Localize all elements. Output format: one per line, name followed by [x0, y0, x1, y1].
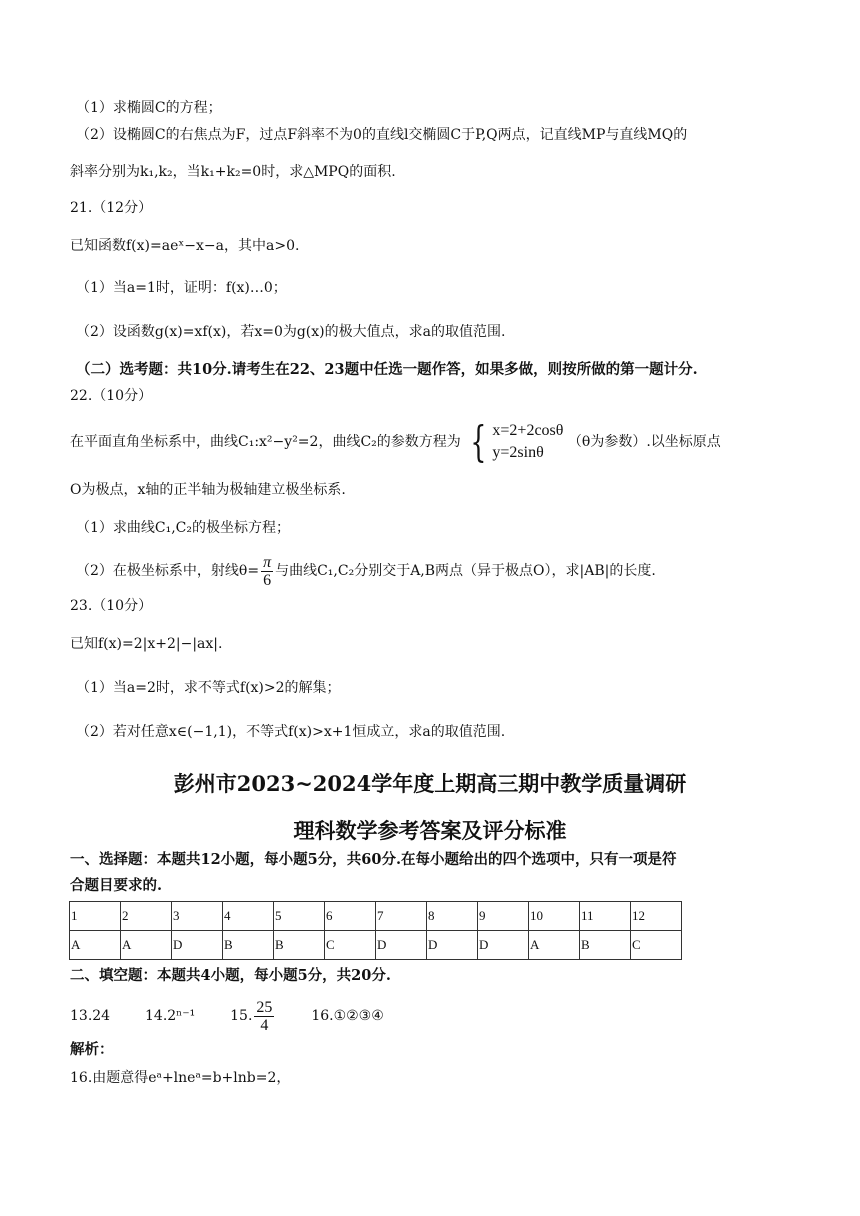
- q23-heading: 23.（10分）: [70, 598, 153, 614]
- fraction-numerator: π: [263, 553, 272, 571]
- table-row-answers: [70, 931, 682, 960]
- table-cell: 12: [631, 902, 682, 931]
- q23-part2: （2）若对任意x∈(−1,1)，不等式f(x)>x+1恒成立，求a的取值范围.: [76, 724, 506, 740]
- param-eq-x: x=2+2cosθ: [492, 422, 564, 439]
- table-cell: B: [274, 931, 325, 960]
- table-cell: C: [631, 931, 682, 960]
- answer-table: [69, 901, 682, 960]
- fraction-numerator: 25: [256, 998, 273, 1016]
- q21-heading: 21.（12分）: [70, 200, 153, 216]
- table-cell: D: [172, 931, 223, 960]
- table-cell: D: [478, 931, 529, 960]
- fill-answer-13: 13.24: [70, 1008, 111, 1024]
- q20-part1: （1）求椭圆C的方程；: [76, 100, 222, 116]
- fill-answer-15-fraction: [254, 999, 274, 1034]
- q22-stem: [70, 417, 721, 466]
- table-cell: 1: [70, 902, 121, 931]
- q22-stem-text-tail: （θ为参数）.以坐标原点: [567, 434, 721, 450]
- table-cell: A: [529, 931, 580, 960]
- q23-stem: 已知f(x)=2|x+2|−|ax|.: [70, 636, 223, 652]
- answer-key-title: 彭州市2023~2024学年度上期高三期中教学质量调研: [173, 771, 687, 796]
- analysis-16: 16.由题意得eᵃ+lneᵃ=b+lnb=2，: [70, 1070, 291, 1086]
- section-elective-heading: （二）选考题：共10分.请考生在22、23题中任选一题作答，如果多做，则按所做的第一题计分.: [76, 361, 698, 378]
- table-cell: 9: [478, 902, 529, 931]
- section-choice-heading: 一、选择题：本题共12小题，每小题5分，共60分.在每小题给出的四个选项中，只有一项是符: [70, 851, 677, 868]
- section-fill-heading: 二、填空题：本题共4小题，每小题5分，共20分.: [70, 967, 391, 984]
- q22-heading: 22.（10分）: [70, 388, 153, 404]
- table-cell: A: [70, 931, 121, 960]
- fill-answer-16: 16.①②③④: [311, 1008, 384, 1024]
- q22-part2-tail: 与曲线C₁,C₂分别交于A,B两点（异于极点O），求|AB|的长度.: [275, 563, 656, 579]
- q22-stem-line2: O为极点，x轴的正半轴为极轴建立极坐标系.: [70, 482, 346, 498]
- fill-answer-15-label: 15.: [230, 1008, 253, 1024]
- table-cell: 8: [427, 902, 478, 931]
- pi-over-6-fraction: [261, 554, 273, 589]
- q20-part2-line1: （2）设椭圆C的右焦点为F，过点F斜率不为0的直线l交椭圆C于P,Q两点，记直线MP与直线MQ的: [76, 127, 688, 143]
- table-cell: 10: [529, 902, 580, 931]
- q22-part2-text: （2）在极坐标系中，射线θ=: [76, 563, 260, 579]
- table-cell: 4: [223, 902, 274, 931]
- fraction-denominator: 4: [260, 1016, 269, 1034]
- q21-part2: （2）设函数g(x)=xf(x)，若x=0为g(x)的极大值点，求a的取值范围.: [76, 324, 506, 340]
- fraction-denominator: 6: [263, 571, 272, 589]
- section-choice-heading-cont: 合题目要求的.: [70, 877, 163, 894]
- table-cell: C: [325, 931, 376, 960]
- table-cell: D: [376, 931, 427, 960]
- q22-stem-text: 在平面直角坐标系中，曲线C₁:x²−y²=2，曲线C₂的参数方程为: [70, 434, 461, 450]
- fill-answer-14: 14.2ⁿ⁻¹: [145, 1008, 196, 1024]
- q21-part1: （1）当a=1时，证明：f(x)…0；: [76, 280, 287, 296]
- q21-stem: 已知函数f(x)=aeˣ−x−a，其中a>0.: [70, 238, 300, 254]
- table-cell: 5: [274, 902, 325, 931]
- table-cell: B: [580, 931, 631, 960]
- answer-key-subtitle: 理科数学参考答案及评分标准: [293, 818, 567, 843]
- fill-answers: [70, 996, 384, 1036]
- table-cell: A: [121, 931, 172, 960]
- table-cell: 7: [376, 902, 427, 931]
- analysis-label: 解析：: [70, 1041, 114, 1058]
- table-cell: 3: [172, 902, 223, 931]
- q22-part2: [76, 553, 656, 589]
- table-cell: 2: [121, 902, 172, 931]
- table-cell: 11: [580, 902, 631, 931]
- table-cell: D: [427, 931, 478, 960]
- system-brace: {: [470, 417, 487, 466]
- q22-part1: （1）求曲线C₁,C₂的极坐标方程；: [76, 520, 291, 536]
- param-eq-y: y=2sinθ: [492, 444, 544, 461]
- table-row-numbers: [70, 902, 682, 931]
- q23-part1: （1）当a=2时，求不等式f(x)>2的解集；: [76, 680, 341, 696]
- table-cell: 6: [325, 902, 376, 931]
- parametric-system: [492, 420, 563, 464]
- table-cell: B: [223, 931, 274, 960]
- q20-part2-line2: 斜率分别为k₁,k₂，当k₁+k₂=0时，求△MPQ的面积.: [70, 164, 396, 180]
